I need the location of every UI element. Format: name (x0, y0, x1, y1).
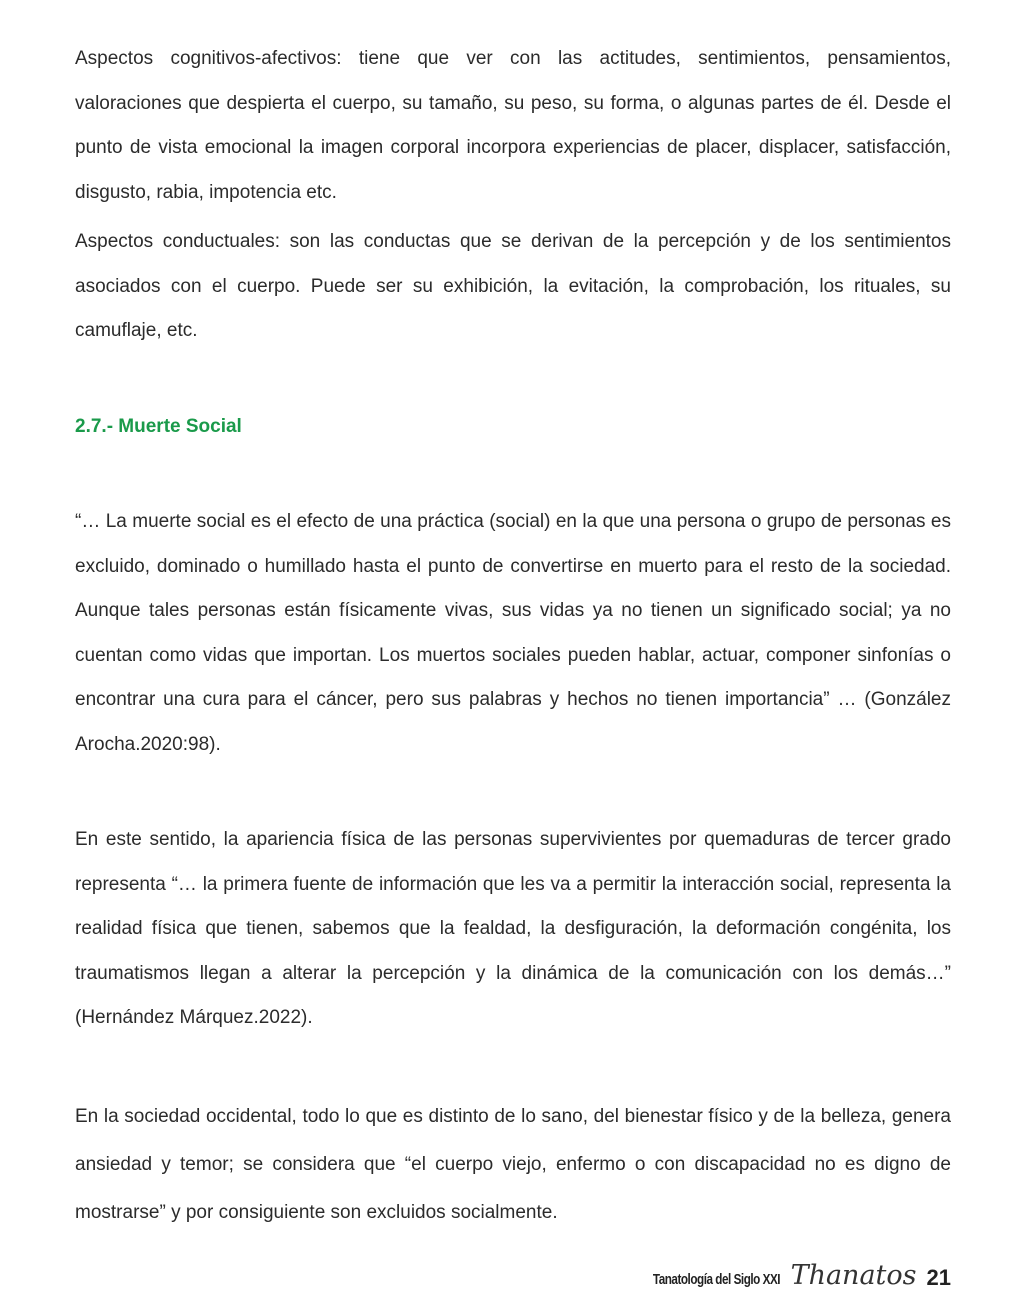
page-number: 21 (926, 1265, 951, 1290)
paragraph-social-death-quote: “… La muerte social es el efecto de una práctica (social) en la que una persona o grupo de personas es excluido, dominado o humillado hasta el punto de convertirse en muerto para el resto de la sociedad. Aunque tales personas están físicamente vivas, sus vidas ya no tienen un significado social; ya no cuentan como vidas que importan. Los muertos sociales pueden hablar, actuar, componer sinfonías o encontrar una cura para el cáncer, pero sus palabras y hechos no tienen importancia” … (González Arocha.2020:98). (75, 511, 951, 755)
paragraph-behavioral-aspects: Aspectos conductuales: son las conductas que se derivan de la percepción y de los sentimientos asociados con el cuerpo. Puede ser su exhibición, la evitación, la comprobación, los rituales, su camuflaje, etc. (75, 231, 951, 341)
page-footer (617, 1255, 951, 1291)
paragraph-western-society: En la sociedad occidental, todo lo que es distinto de lo sano, del bienestar físico y de la belleza, genera ansiedad y temor; se considera que “el cuerpo viejo, enfermo o con discapacidad no es digno de mostrarse” y por consiguiente son excluidos socialmente. (75, 1106, 951, 1223)
section-heading: 2.7.- Muerte Social (75, 416, 242, 437)
paragraph-cognitive-aspects: Aspectos cognitivos-afectivos: tiene que ver con las actitudes, sentimientos, pensamientos, valoraciones que despierta el cuerpo, su tamaño, su peso, su forma, o algunas partes de él. Desde el punto de vista emocional la imagen corporal incorpora experiencias de placer, displacer, satisfacción, disgusto, rabia, impotencia etc. (75, 48, 951, 203)
paragraph-physical-appearance: En este sentido, la apariencia física de las personas supervivientes por quemaduras de tercer grado representa “… la primera fuente de información que les va a permitir la interacción social, representa la realidad física que tienen, sabemos que la fealdad, la desfiguración, la deformación congénita, los traumatismos llegan a alterar la percepción y la dinámica de la comunicación con los demás…” (Hernández Márquez.2022). (75, 829, 951, 1028)
journal-name: Tanatología del Siglo XXI (653, 1271, 781, 1288)
thanatos-logo: Thanatos (790, 1260, 917, 1291)
